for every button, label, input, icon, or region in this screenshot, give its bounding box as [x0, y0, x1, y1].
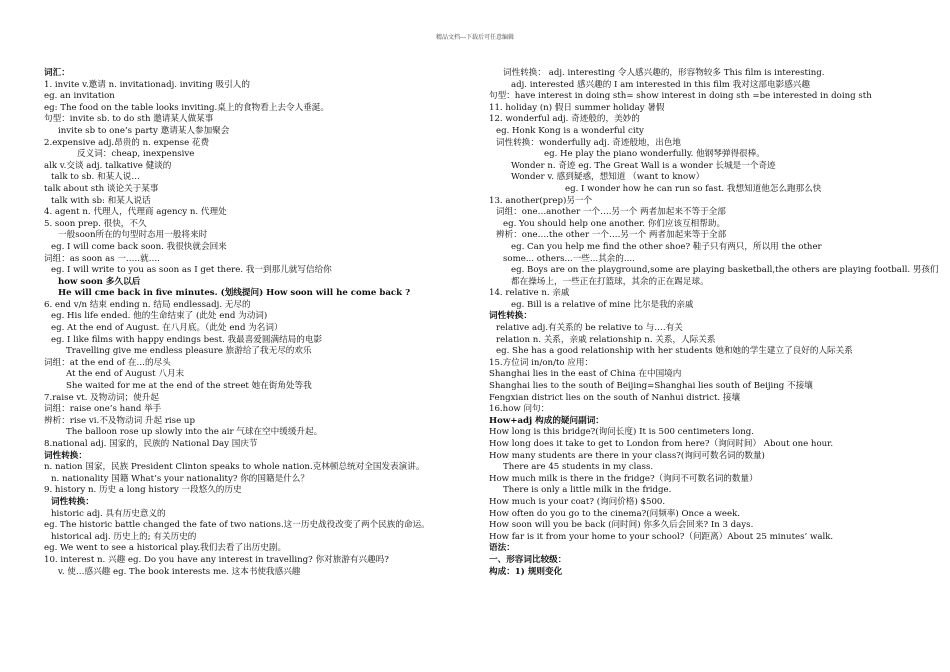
left-text-line: eg. The historic battle changed the fate of two nations.这一历史战役改变了两个民族的命运。 [44, 520, 430, 531]
right-text-line: eg. Boys are on the playground,some are playing basketball,the others are playing football. 男孩们 [511, 265, 939, 276]
right-text-line: 词性转换： [489, 311, 532, 322]
left-text-line: eg: The food on the table looks inviting.桌上的食物看上去令人垂涎。 [44, 102, 329, 113]
left-text-line: 反义词：cheap, inexpensive [77, 149, 195, 160]
right-text-line: Fengxian district lies on the south of Nanhui district. 接壤 [489, 392, 741, 403]
right-text-line: 11. holiday (n) 假日 summer holiday 暑假 [489, 102, 665, 113]
right-text-line: 词组：one…another 一个….另一个 两者加起来不等于全部 [496, 207, 726, 218]
left-text-line: 词组：as soon as 一…..就…. [44, 253, 160, 264]
right-text-line: eg. She has a good relationship with her students 她和她的学生建立了良好的人际关系 [496, 346, 853, 357]
right-text-line: eg. He play the piano wonderfully. 他钢琴弹得很棒。 [544, 149, 765, 160]
left-text-line: eg. an invitation [44, 91, 115, 102]
right-text-line: How many students are there in your class?(询问可数名词的数量) [489, 450, 765, 461]
left-text-line: n. nation 国家，民族 President Clinton speaks to whole nation.克林顿总统对全国发表演讲。 [44, 462, 425, 473]
right-text-line: 13. another(prep)另一个 [489, 195, 593, 206]
left-text-line: talk about sth 谈论关于某事 [44, 183, 159, 194]
right-text-line: adj. interested 感兴趣的 I am interested in this film 我对这部电影感兴趣 [511, 79, 810, 90]
left-text-line: 7.raise vt. 及物动词；使升起 [44, 392, 159, 403]
right-text-line: There are 45 students in my class. [503, 462, 654, 473]
right-text-line: Wonder n. 奇迹 eg. The Great Wall is a wonder 长城是一个奇迹 [511, 160, 776, 171]
left-text-line: eg. I will write to you as soon as I get there. 我一到那儿就写信给你 [51, 265, 332, 276]
left-text-line: 1. invite v.邀请 n. invitationadj. inviting 吸引人的 [44, 79, 250, 90]
left-text-line: 词组：at the end of 在…的尽头 [44, 357, 171, 368]
right-column [489, 68, 939, 578]
left-text-line: 6. end v/n 结束 ending n. 结局 endlessadj. 无尽的 [44, 299, 251, 310]
left-text-line: 8.national adj. 国家的，民族的 National Day 国庆节 [44, 439, 258, 449]
right-text-line: 12. wonderful adj. 奇迹般的，美妙的 [489, 114, 640, 125]
right-text-line: 词性转换： adj. interesting 令人感兴趣的，形容物较多 This film is interesting. [503, 68, 825, 78]
left-text-line: v. 使…感兴趣 eg. The book interests me. 这本书使我感兴趣 [58, 566, 301, 577]
left-text-line: 词性转换： [44, 450, 87, 461]
left-text-line: 9. history n. 历史 a long history 一段悠久的历史 [44, 485, 242, 496]
right-text-line: Shanghai lies in the east of China 在中国境内 [489, 369, 682, 380]
left-text-line: invite sb to one’s party 邀请某人参加聚会 [58, 125, 230, 136]
left-text-line: eg. I will come back soon. 我很快就会回来 [51, 241, 227, 252]
left-text-line: 2.expensive adj.昂贵的 n. expense 花费 [44, 137, 210, 148]
right-text-line: 构成：1) 规则变化 [489, 566, 563, 577]
left-text-line: eg. We went to see a historical play.我们去看了出历史剧。 [44, 543, 287, 554]
left-text-line: 5. soon prep. 很快，不久 [44, 218, 147, 229]
right-text-line: relation n. 关系，亲戚 relationship n. 关系，人际关系 [496, 334, 716, 345]
left-text-line: alk v.交谈 adj. talkative 健谈的 [44, 160, 172, 171]
left-text-line: eg. His life ended. 他的生命结束了 (此处 end 为动词) [51, 311, 268, 322]
right-text-line: 辨析：one….the other 一个….另一个 两者加起来等于全部 [496, 230, 727, 241]
right-text-line: eg. Bill is a relative of mine 比尔是我的亲戚 [511, 299, 694, 310]
left-text-line: talk to sb. 和某人说… [51, 172, 140, 183]
right-text-line: How often do you go to the cinema?(问频率) Once a week. [489, 508, 741, 519]
left-text-line: historical adj. 历史上的; 有关历史的 [51, 531, 197, 542]
right-text-line: 一、形容词比较级： [489, 554, 567, 565]
right-text-line: 句型：have interest in doing sth= show interest in doing sth =be interested in doing sth [489, 91, 872, 102]
left-text-line: 词汇： [44, 68, 70, 78]
left-text-line: The balloon rose up slowly into the air 气球在空中缓缓升起。 [66, 427, 323, 438]
right-text-line: Wonder v. 感到疑惑，想知道 （want to know） [511, 172, 705, 183]
left-text-line: historic adj. 具有历史意义的 [51, 508, 166, 519]
right-text-line: some... others...一些...其余的.... [503, 253, 635, 264]
left-text-line: 词组：raise one’s hand 举手 [44, 404, 162, 415]
left-text-line: 一般soon所在的句型时态用一般将来时 [58, 230, 208, 241]
left-text-line: He will cme back in five minutes. (划线提问) How soon will he come back ? [58, 288, 411, 299]
left-text-line: eg. At the end of August. 在八月底。（此处 end 为名词） [51, 323, 283, 334]
left-text-line: how soon 多久以后 [58, 276, 141, 287]
right-text-line: How long is this bridge?(询问长度) It is 500 centimeters long. [489, 427, 755, 438]
left-text-line: talk with sb: 和某人说话 [51, 195, 151, 206]
right-text-line: How+adj 构成的疑问副词： [489, 415, 604, 426]
left-text-line: 4. agent n. 代理人，代理商 agency n. 代理处 [44, 207, 227, 218]
left-text-line: eg. I like films with happy endings best. 我最喜爱圆满结局的电影 [51, 334, 323, 345]
right-text-line: 14. relative n. 亲戚 [489, 288, 570, 299]
right-text-line: Shanghai lies to the south of Beijing=Shanghai lies south of Beijing 不接壤 [489, 381, 813, 392]
right-text-line: 都在操场上，一些正在打篮球，其余的正在踢足球。 [511, 276, 709, 287]
left-text-line: 词性转换： [51, 496, 94, 507]
left-column [44, 68, 464, 578]
right-text-line: eg. Can you help me find the other shoe? 鞋子只有两只，所以用 the other [511, 241, 822, 252]
left-text-line: She waited for me at the end of the street 她在街角处等我 [66, 381, 312, 392]
left-text-line: 辨析：rise vi.不及物动词 升起 rise up [44, 415, 195, 426]
page-header: 精品文档---下载后可任意编辑 [435, 34, 515, 41]
right-text-line: eg. Honk Kong is a wonderful city [496, 125, 644, 136]
right-text-line: How far is it from your home to your school?（问距离）About 25 minutes’ walk. [489, 531, 834, 542]
right-text-line: eg. You should help one another. 你们应该互相帮助。 [503, 218, 726, 229]
right-text-line: How long does it take to get to London from here?（询问时间） About one hour. [489, 439, 834, 449]
right-text-line: How much milk is there in the fridge?（询问不可数名词的数量） [489, 473, 758, 484]
left-text-line: n. nationality 国籍 What’s your nationality? 你的国籍是什么？ [51, 473, 309, 484]
right-text-line: How much is your coat? (询问价格) $500. [489, 496, 666, 507]
left-text-line: At the end of August 八月末 [66, 369, 185, 380]
right-text-line: 16.how 问句： [489, 404, 550, 415]
right-text-line: eg. I wonder how he can run so fast. 我想知道他怎么跑那么快 [565, 183, 822, 194]
right-text-line: How soon will you be back (问时间) 你多久后会回来? In 3 days. [489, 520, 754, 531]
right-text-line: 语法： [489, 543, 515, 554]
right-text-line: 词性转换：wonderfully adj. 奇迹般地，出色地 [496, 137, 682, 148]
right-text-line: There is only a little milk in the fridge. [503, 485, 672, 496]
left-text-line: 句型：invite sb. to do sth 邀请某人做某事 [44, 114, 214, 125]
left-text-line: Travelling give me endless pleasure 旅游给了我无尽的欢乐 [66, 346, 312, 357]
right-text-line: relative adj.有关系的 be relative to 与….有关 [496, 323, 683, 334]
right-text-line: 15.方位词 in/on/to 应用： [489, 357, 594, 368]
left-text-line: 10. interest n. 兴趣 eg. Do you have any interest in travelling? 你对旅游有兴趣吗? [44, 554, 389, 565]
